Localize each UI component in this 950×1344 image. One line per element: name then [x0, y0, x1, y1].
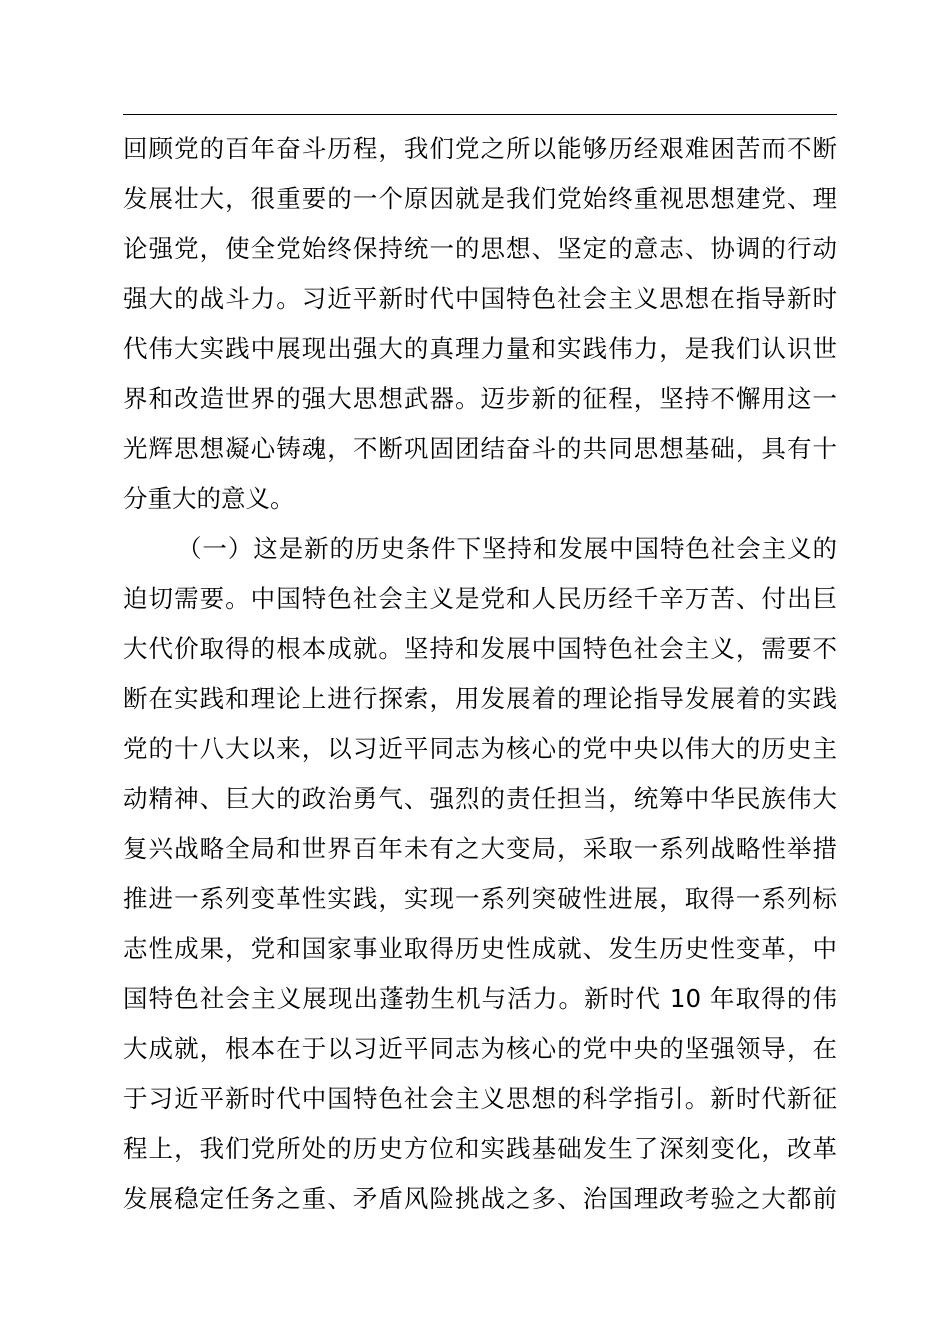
text-line: 大成就，根本在于以习近平同志为核心的党中央的坚强领导，在 [123, 1034, 837, 1063]
section-heading-line: （一）这是新的历史条件下坚持和发展中国特色社会主义的 [177, 534, 837, 563]
text-line: 迫切需要。中国特色社会主义是党和人民历经千辛万苦、付出巨 [123, 584, 837, 613]
text-line: 光辉思想凝心铸魂，不断巩固团结奋斗的共同思想基础，具有十 [123, 434, 837, 463]
text-line: 发展壮大，很重要的一个原因就是我们党始终重视思想建党、理 [123, 184, 837, 213]
text-line: 代伟大实践中展现出强大的真理力量和实践伟力，是我们认识世 [123, 334, 837, 363]
text-line: 发展稳定任务之重、矛盾风险挑战之多、治国理政考验之大都前 [123, 1184, 837, 1213]
text-line: 大代价取得的根本成就。坚持和发展中国特色社会主义，需要不 [123, 634, 837, 663]
text-line: 断在实践和理论上进行探索，用发展着的理论指导发展着的实践 [123, 684, 837, 713]
text-line: 动精神、巨大的政治勇气、强烈的责任担当，统筹中华民族伟大 [123, 784, 837, 813]
text-line: 国特色社会主义展现出蓬勃生机与活力。新时代 10 年取得的伟 [123, 984, 837, 1013]
header-rule [123, 114, 837, 115]
text-line: 论强党，使全党始终保持统一的思想、坚定的意志、协调的行动 [123, 234, 837, 263]
text-line: 推进一系列变革性实践，实现一系列突破性进展，取得一系列标 [123, 884, 837, 913]
document-body [123, 124, 837, 1224]
text-line: 界和改造世界的强大思想武器。迈步新的征程，坚持不懈用这一 [123, 384, 837, 413]
text-line: 志性成果，党和国家事业取得历史性成就、发生历史性变革，中 [123, 934, 837, 963]
text-line: 程上，我们党所处的历史方位和实践基础发生了深刻变化，改革 [123, 1134, 837, 1163]
text-line: 强大的战斗力。习近平新时代中国特色社会主义思想在指导新时 [123, 284, 837, 313]
text-line: 复兴战略全局和世界百年未有之大变局，采取一系列战略性举措 [123, 834, 837, 863]
text-line: 于习近平新时代中国特色社会主义思想的科学指引。新时代新征 [123, 1084, 837, 1113]
text-line: 回顾党的百年奋斗历程，我们党之所以能够历经艰难困苦而不断 [123, 134, 837, 163]
text-line: 党的十八大以来，以习近平同志为核心的党中央以伟大的历史主 [123, 734, 837, 763]
text-line-paragraph-end: 分重大的意义。 [123, 484, 295, 513]
